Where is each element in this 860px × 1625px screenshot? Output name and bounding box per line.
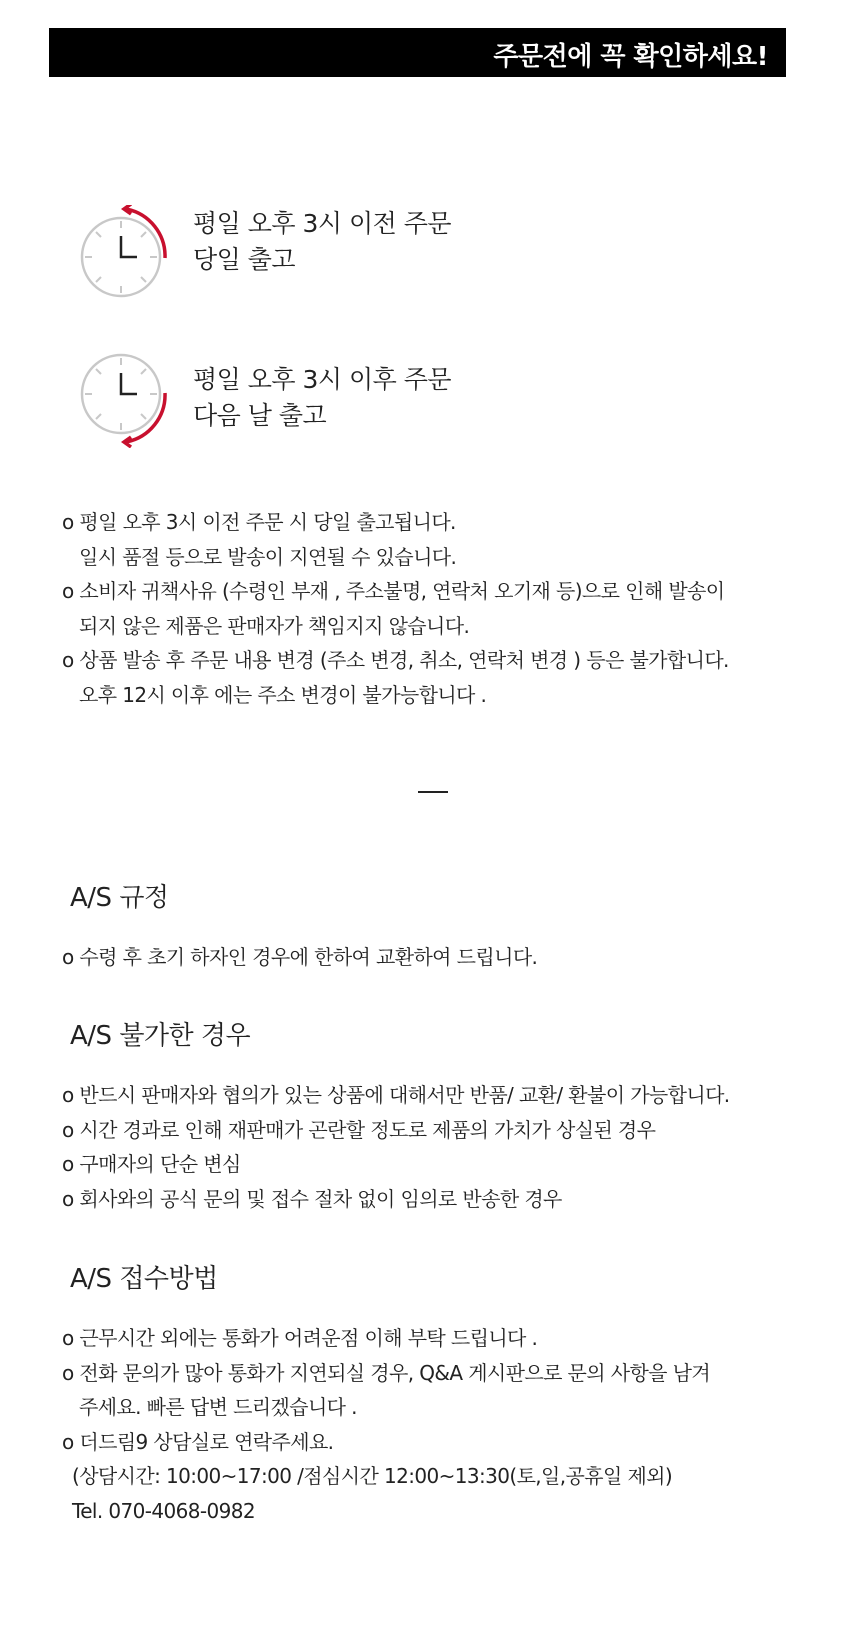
list-item: o 근무시간 외에는 통화가 어려운점 이해 부탁 드립니다 . — [62, 1326, 538, 1350]
shipping-condition: 평일 오후 3시 이전 주문 — [193, 209, 452, 238]
list-item: o 전화 문의가 많아 통화가 지연되실 경우, Q&A 게시판으로 문의 사항을 남겨 — [62, 1360, 711, 1385]
as-method-heading: A/S 접수방법 — [70, 1264, 218, 1294]
list-item: o 구매자의 단순 변심 — [62, 1152, 241, 1176]
as-rules-list — [62, 940, 537, 975]
banner-text: 주문전에 꼭 확인하세요! — [493, 42, 768, 72]
list-item: o 회사와의 공식 문의 및 접수 절차 없이 임의로 반송한 경우 — [62, 1186, 562, 1211]
note-line: 오후 12시 이후 에는 주소 변경이 불가능합니다 . — [79, 682, 487, 707]
note-line: 되지 않은 제품은 판매자가 책임지지 않습니다. — [79, 613, 470, 638]
shipping-notes — [62, 505, 729, 712]
list-item: o 반드시 판매자와 협의가 있는 상품에 대해서만 반품/ 교환/ 환불이 가능합니다. — [62, 1083, 730, 1107]
clock-backward-icon — [74, 348, 174, 448]
shipping-condition: 평일 오후 3시 이후 주문 — [193, 365, 452, 394]
notice-banner — [49, 28, 786, 77]
list-item: o 시간 경과로 인해 재판매가 곤란할 정도로 제품의 가치가 상실된 경우 — [62, 1117, 656, 1142]
clock-forward-icon — [74, 205, 174, 305]
consult-hours: (상담시간: 10:00~17:00 /점심시간 12:00~13:30(토,일,공휴일 제외) — [72, 1464, 673, 1488]
section-divider — [418, 791, 448, 793]
shipping-result: 다음 날 출고 — [193, 401, 327, 430]
shipping-next-day — [193, 362, 451, 434]
shipping-result: 당일 출고 — [193, 245, 296, 274]
note-line: o 소비자 귀책사유 (수령인 부재 , 주소불명, 연락처 오기재 등)으로 인해 발송이 — [62, 579, 725, 603]
as-not-allowed-heading: A/S 불가한 경우 — [70, 1021, 251, 1051]
list-item: o 더드림9 상담실로 연락주세요. — [62, 1429, 334, 1454]
phone-number: Tel. 070-4068-0982 — [72, 1498, 255, 1523]
as-method-list — [62, 1321, 710, 1528]
as-not-allowed-list — [62, 1078, 730, 1216]
note-line: o 상품 발송 후 주문 내용 변경 (주소 변경, 취소, 연락처 변경 ) 등은 불가합니다. — [62, 648, 729, 672]
as-rules-heading: A/S 규정 — [70, 883, 169, 913]
list-item: o 수령 후 초기 하자인 경우에 한하여 교환하여 드립니다. — [62, 945, 538, 969]
note-line: o 평일 오후 3시 이전 주문 시 당일 출고됩니다. — [62, 510, 456, 534]
shipping-same-day — [193, 206, 451, 278]
list-item: 주세요. 빠른 답변 드리겠습니다 . — [79, 1395, 357, 1419]
note-line: 일시 품절 등으로 발송이 지연될 수 있습니다. — [79, 544, 457, 569]
